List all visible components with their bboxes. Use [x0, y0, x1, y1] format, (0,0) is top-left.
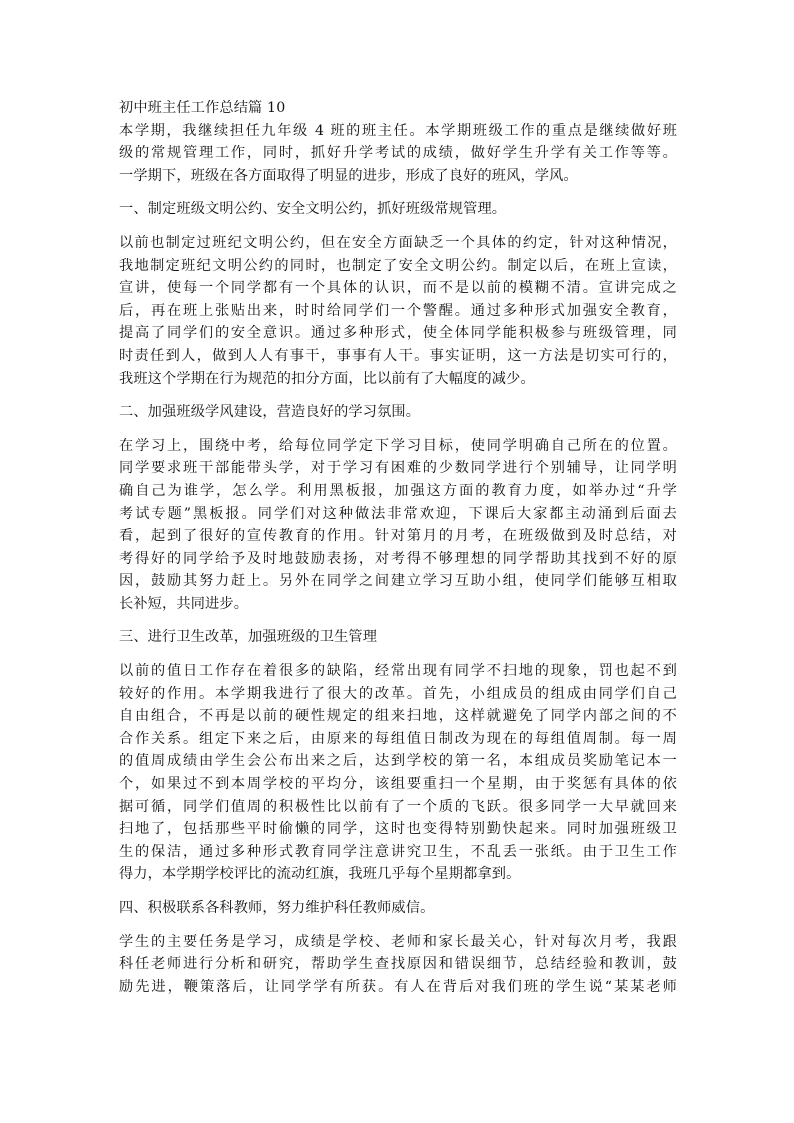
section-paragraph-2: [119, 435, 677, 616]
paragraph-line: 级的常规管理工作，同时，抓好升学考试的成绩，做好学生升学有关工作等等。: [119, 145, 677, 162]
paragraph-line: 学生的主要任务是学习，成绩是学校、老师和家长最关心，针对每次月考，我跟: [119, 933, 677, 950]
paragraph-line: 同学要求班干部能带头学，对于学习有困难的少数同学进行个别辅导，让同学明: [119, 460, 677, 477]
section-paragraph-4: [119, 931, 677, 999]
section-paragraph-1: [119, 232, 677, 390]
paragraph-line: 据可循，同学们值周的积极性比以前有了一个质的飞跃。很多同学一大早就回来: [119, 798, 677, 815]
paragraph-line: 在学习上，围绕中考，给每位同学定下学习目标，使同学明确自己所在的位置。: [119, 437, 677, 454]
paragraph-line: 扫地了，包括那些平时偷懒的同学，这时也变得特别勤快起来。同时加强班级卫: [119, 821, 677, 838]
document-body: [119, 97, 677, 998]
paragraph-line: 励先进，鞭策落后，让同学学有所获。有人在背后对我们班的学生说“某某老师: [119, 978, 677, 995]
paragraph-line: 以前也制定过班纪文明公约，但在安全方面缺乏一个具体的约定，针对这种情况，: [119, 234, 677, 251]
paragraph-line: 本学期，我继续担任九年级 4 班的班主任。本学期班级工作的重点是继续做好班: [119, 122, 677, 139]
paragraph-line: 宣讲，使每一个同学都有一个具体的认识，而不是以前的模糊不清。宣讲完成之: [119, 280, 677, 297]
paragraph-line: 自由组合，不再是以前的硬性规定的组来扫地，这样就避免了同学内部之间的不: [119, 708, 677, 725]
paragraph-line: 时责任到人，做到人人有事干，事事有人干。事实证明，这一方法是切实可行的，: [119, 347, 677, 364]
paragraph-line: 因，鼓励其努力赶上。另外在同学之间建立学习互助小组，使同学们能够互相取: [119, 573, 677, 590]
paragraph-line: 生的保洁，通过多种形式教育同学注意讲究卫生，不乱丢一张纸。由于卫生工作: [119, 843, 677, 860]
paragraph-line: 的值周成绩由学生会公布出来之后，达到学校的第一名，本组成员奖励笔记本一: [119, 753, 677, 770]
paragraph-line: 较好的作用。本学期我进行了很大的改革。首先，小组成员的组成由同学们自己: [119, 685, 677, 702]
paragraph-line: 个，如果过不到本周学校的平均分，该组要重扫一个星期，由于奖惩有具体的依: [119, 776, 677, 793]
section-paragraph-3: [119, 660, 677, 886]
paragraph-line: 合作关系。组定下来之后，由原来的每组值日制改为现在的每组值周制。每一周: [119, 730, 677, 747]
section-heading-2: 二、加强班级学风建设，营造良好的学习氛围。: [119, 404, 421, 421]
section-heading-3: 三、进行卫生改革，加强班级的卫生管理: [119, 629, 378, 646]
paragraph-line: 以前的值日工作存在着很多的缺陷，经常出现有同学不扫地的现象，罚也起不到: [119, 663, 677, 680]
paragraph-line: 科任老师进行分析和研究，帮助学生查找原因和错误细节，总结经验和教训，鼓: [119, 956, 677, 973]
paragraph-line: 考得好的同学给予及时地鼓励表扬，对考得不够理想的同学帮助其找到不好的原: [119, 550, 677, 567]
paragraph-line: 看，起到了很好的宣传教育的作用。针对第月的月考，在班级做到及时总结，对: [119, 528, 677, 545]
paragraph-line: 我地制定班纪文明公约的同时，也制定了安全文明公约。制定以后，在班上宣读，: [119, 257, 677, 274]
intro-paragraph: [119, 120, 677, 188]
paragraph-line: 后，再在班上张贴出来，时时给同学们一个警醒。通过多种形式加强安全教育，: [119, 302, 677, 319]
paragraph-line: 一学期下，班级在各方面取得了明显的进步，形成了良好的班风，学风。: [119, 167, 578, 184]
document-title: 初中班主任工作总结篇 10: [119, 100, 286, 116]
paragraph-line: 我班这个学期在行为规范的扣分方面，比以前有了大幅度的减少。: [119, 370, 535, 387]
section-heading-1: 一、制定班级文明公约、安全文明公约，抓好班级常规管理。: [119, 201, 507, 218]
paragraph-line: 确自己为谁学，怎么学。利用黑板报，加强这方面的教育力度，如举办过“升学: [119, 482, 677, 499]
paragraph-line: 得力，本学期学校评比的流动红旗，我班几乎每个星期都拿到。: [119, 866, 521, 883]
paragraph-line: 考试专题”黑板报。同学们对这种做法非常欢迎，下课后大家都主动涌到后面去: [119, 505, 677, 522]
paragraph-line: 长补短，共同进步。: [119, 595, 249, 612]
paragraph-line: 提高了同学们的安全意识。通过多种形式，使全体同学能积极参与班级管理，同: [119, 325, 677, 342]
section-heading-4: 四、积极联系各科教师，努力维护科任教师威信。: [119, 900, 435, 916]
